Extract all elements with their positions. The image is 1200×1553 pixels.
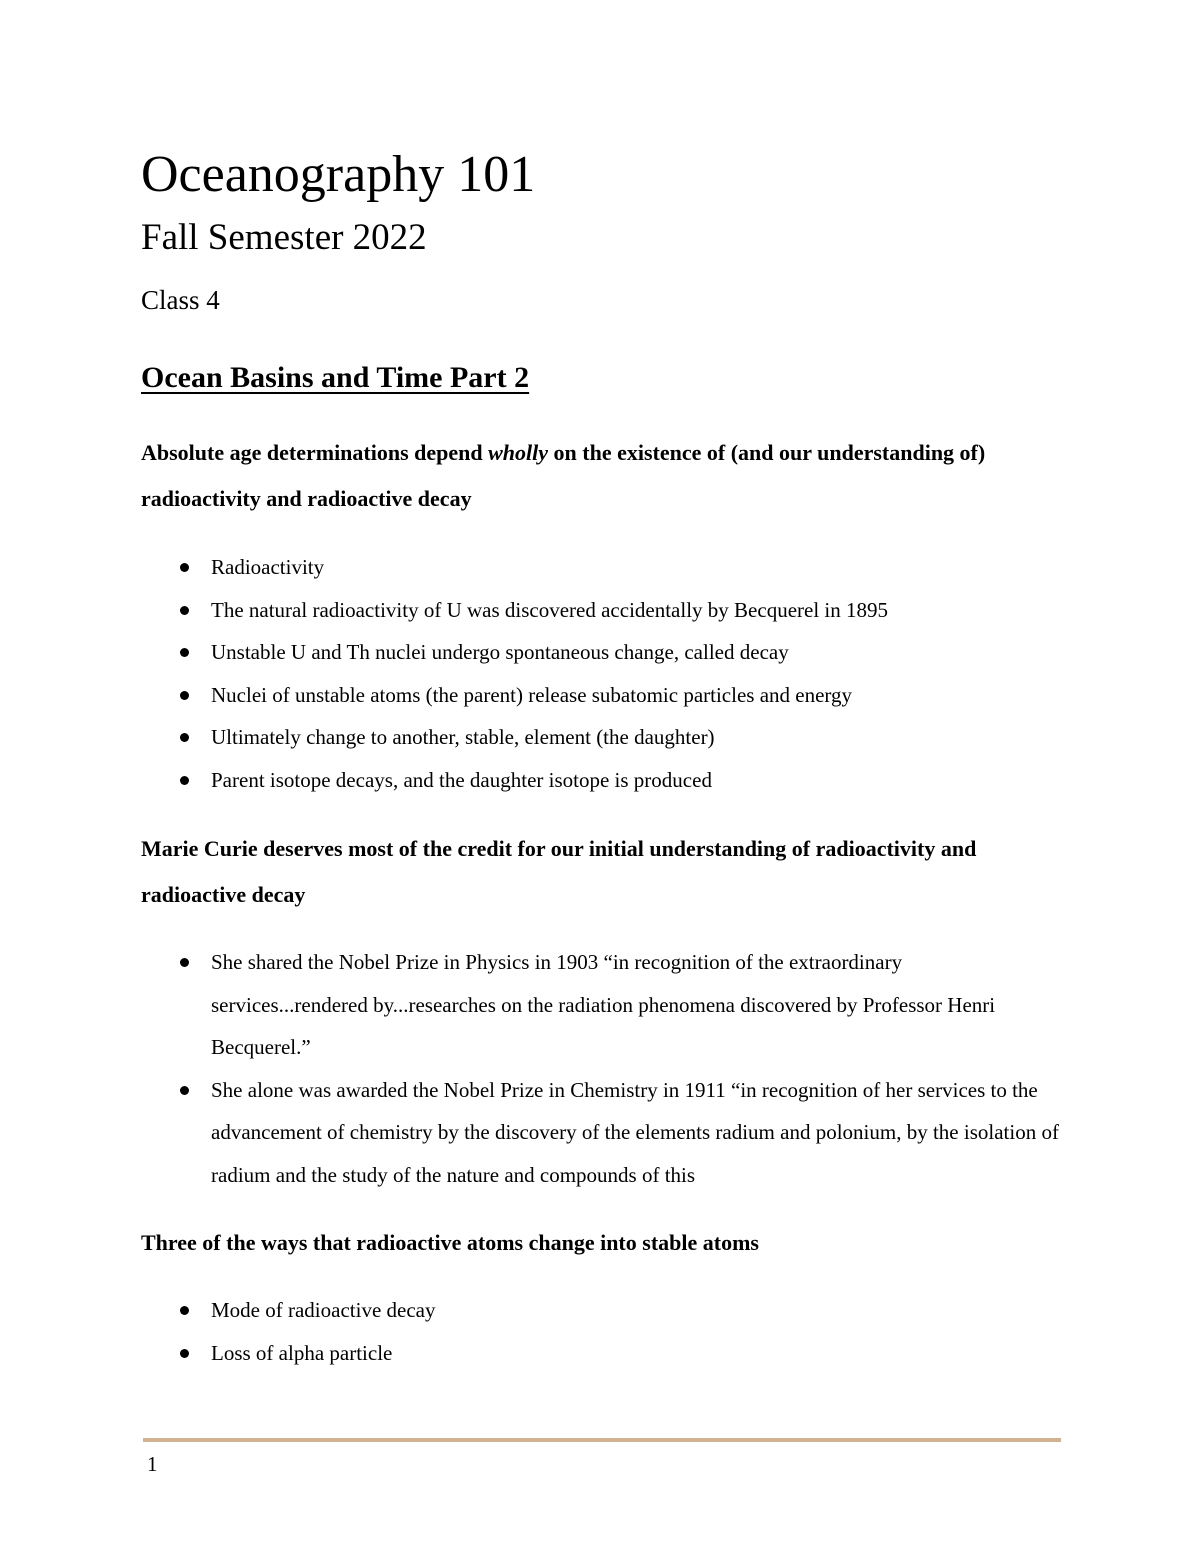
page-number: 1 xyxy=(147,1452,158,1476)
list-item xyxy=(141,589,1061,632)
list-item-text: Radioactivity xyxy=(211,555,325,579)
section-1-intro-part-3: on the existence of (and our understanding of) radioactivity and radioactive decay xyxy=(141,440,986,511)
list-item-text: She alone was awarded the Nobel Prize in Chemistry in 1911 “in recognition of her services to the advancement of chemistry by the discovery of the elements radium and polonium, by the isolation of radium and the study of the nature and compounds of this xyxy=(211,1077,1059,1187)
section-3-bullet-list xyxy=(141,1289,1061,1374)
section-1-bullet-list xyxy=(141,546,1061,802)
list-item xyxy=(141,546,1061,589)
bullet-icon xyxy=(180,958,189,967)
bullet-icon xyxy=(180,776,189,785)
document-title: Oceanography 101 xyxy=(141,146,536,203)
list-item-text: Loss of alpha particle xyxy=(211,1340,393,1365)
list-item-text: Unstable U and Th nuclei undergo spontaneous change, called decay xyxy=(211,640,789,665)
list-item xyxy=(141,674,1061,717)
section-3-intro: Three of the ways that radioactive atoms change into stable atoms xyxy=(141,1230,759,1255)
bullet-icon xyxy=(180,733,189,742)
list-item xyxy=(141,1289,1061,1332)
list-item xyxy=(141,759,1061,802)
section-2-intro: Marie Curie deserves most of the credit for our initial understanding of radioactivity and radioactive decay xyxy=(141,836,977,907)
list-item-text: Mode of radioactive decay xyxy=(211,1298,436,1322)
bullet-icon xyxy=(180,1349,189,1358)
list-item-text: Parent isotope decays, and the daughter isotope is produced xyxy=(211,767,712,792)
emphasis-wholly: wholly xyxy=(488,440,549,465)
bullet-icon xyxy=(180,563,189,572)
bullet-icon xyxy=(180,648,189,657)
class-label: Class 4 xyxy=(141,285,220,315)
bullet-icon xyxy=(180,1086,189,1095)
list-item xyxy=(141,716,1061,759)
footer-divider xyxy=(143,1438,1061,1442)
section-2-bullet-list xyxy=(141,941,1061,1197)
document-subtitle: Fall Semester 2022 xyxy=(141,217,427,258)
list-item-text: The natural radioactivity of U was discovered accidentally by Becquerel in 1895 xyxy=(211,597,889,622)
section-1-intro-part-1: Absolute age determinations depend xyxy=(141,440,489,465)
list-item-text: She shared the Nobel Prize in Physics in 1903 “in recognition of the extraordinary services...rendered by...researches on the radiation phenomena discovered by Professor Henri Becquerel.” xyxy=(211,950,996,1060)
bullet-icon xyxy=(180,1306,189,1315)
list-item-text: Ultimately change to another, stable, element (the daughter) xyxy=(211,725,715,750)
bullet-icon xyxy=(180,606,189,615)
list-item xyxy=(141,941,1061,1069)
section-1-intro xyxy=(141,430,1041,522)
list-item xyxy=(141,631,1061,674)
list-item-text: Nuclei of unstable atoms (the parent) release subatomic particles and energy xyxy=(211,682,853,707)
list-item xyxy=(141,1332,1061,1375)
bullet-icon xyxy=(180,691,189,700)
list-item xyxy=(141,1069,1061,1197)
section-heading: Ocean Basins and Time Part 2 xyxy=(141,361,530,394)
